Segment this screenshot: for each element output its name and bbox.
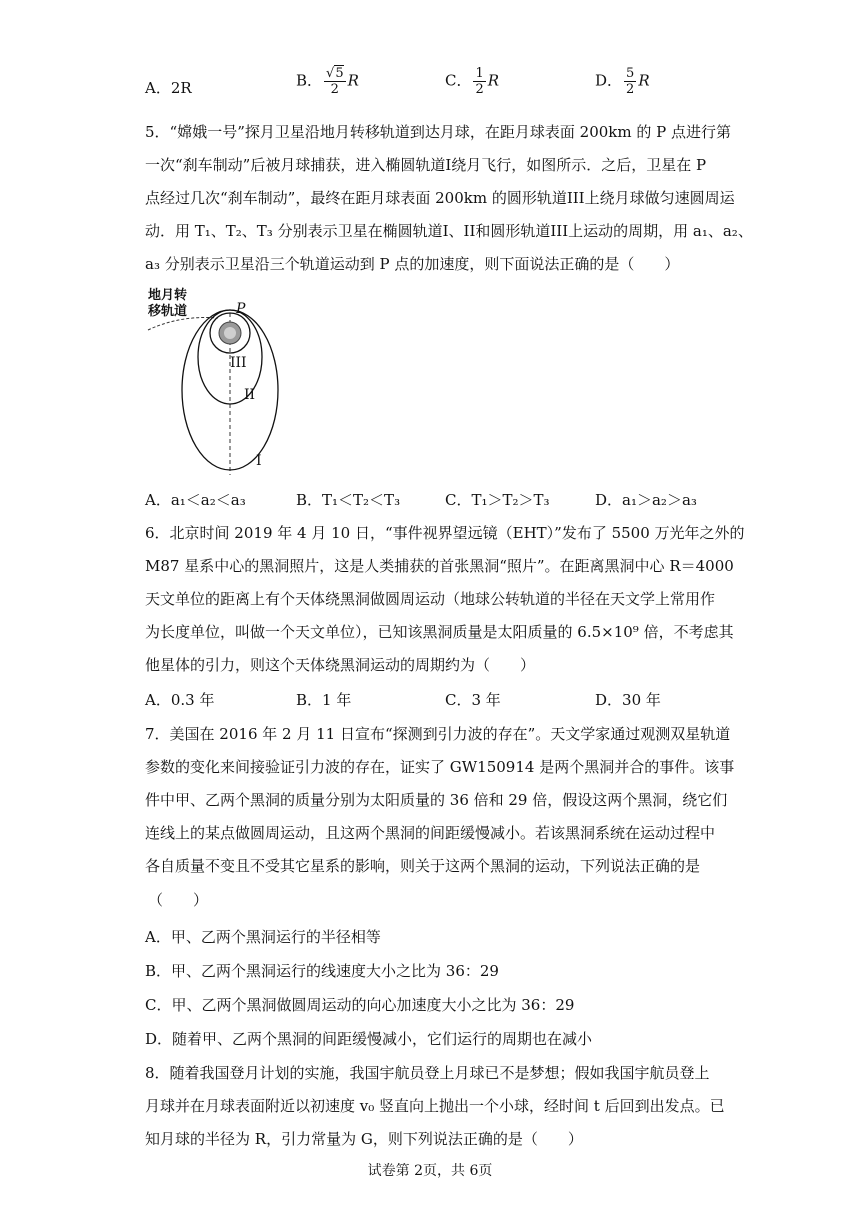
q5-option-b: B．T₁＜T₂＜T₃: [296, 491, 401, 509]
q4-option-b-den: 2: [330, 82, 339, 97]
q4-option-c-label: C．: [445, 71, 472, 90]
q4-option-c-fraction: [473, 66, 485, 97]
q5-line-3: 点经过几次“刹车制动”，最终在距月球表面 200km 的圆形轨道III上绕月球做匀速圆周运: [145, 189, 735, 207]
q6-line-5: 他星体的引力，则这个天体绕黑洞运动的周期约为（ ）: [145, 656, 536, 674]
page-footer: 试卷第 2页，共 6页: [367, 1163, 493, 1179]
q4-option-d: [595, 66, 650, 97]
q4-option-d-num: 5: [626, 66, 635, 81]
q7-option-d: D．随着甲、乙两个黑洞的间距缓慢减小，它们运行的周期也在减小: [145, 1030, 593, 1048]
q7-option-b: B．甲、乙两个黑洞运行的线速度大小之比为 36：29: [145, 962, 499, 980]
q5-option-c: C．T₁＞T₂＞T₃: [445, 491, 550, 509]
q7-line-5: 各自质量不变且不受其它星系的影响，则关于这两个黑洞的运动，下列说法正确的是: [145, 857, 701, 875]
q7-line-6: （ ）: [148, 891, 209, 909]
q4-option-d-fraction: [624, 66, 636, 97]
q6-line-3: 天文单位的距离上有个天体绕黑洞做圆周运动（地球公转轨道的半径在天文学上常用作: [145, 590, 716, 608]
q8-line-2: 月球并在月球表面附近以初速度 v₀ 竖直向上抛出一个小球，经时间 t 后回到出发点。已: [145, 1097, 725, 1115]
q4-option-c-den: 2: [475, 82, 484, 97]
orbit-diagram: [140, 285, 290, 475]
q4-option-b-tail: R: [347, 71, 359, 90]
label-orbit-iii: III: [230, 355, 247, 371]
q6-line-4: 为长度单位，叫做一个天文单位），已知该黑洞质量是太阳质量的 6.5×10⁹ 倍，不考虑其: [145, 623, 734, 641]
q7-option-a: A．甲、乙两个黑洞运行的半径相等: [145, 928, 381, 946]
label-point-p: P: [236, 301, 246, 317]
q4-option-b: [296, 66, 359, 97]
q4-option-c-num: 1: [475, 66, 484, 81]
q6-line-2: M87 星系中心的黑洞照片，这是人类捕获的首张黑洞“照片”。在距离黑洞中心 R＝4000: [145, 557, 734, 575]
q6-option-a: A．0.3 年: [145, 691, 215, 709]
label-orbit-i: I: [256, 453, 262, 469]
q5-line-4: 动．用 T₁、T₂、T₃ 分别表示卫星在椭圆轨道I、II和圆形轨道III上运动的周期，用 a₁、a₂、: [145, 222, 753, 240]
q7-line-3: 件中甲、乙两个黑洞的质量分别为太阳质量的 36 倍和 29 倍，假设这两个黑洞，绕它们: [145, 791, 728, 809]
q5-line-5: a₃ 分别表示卫星沿三个轨道运动到 P 点的加速度，则下面说法正确的是（ ）: [145, 255, 680, 273]
q4-option-d-label: D．: [595, 71, 623, 90]
q4-option-b-fraction: $\frac{√5}{2}$: [326, 66, 344, 97]
q4-option-d-tail: R: [638, 71, 650, 90]
q8-line-1: 8．随着我国登月计划的实施，我国宇航员登上月球已不是梦想；假如我国宇航员登上: [145, 1064, 710, 1082]
q5-line-2: 一次“刹车制动”后被月球捕获，进入椭圆轨道I绕月飞行，如图所示．之后，卫星在 P: [145, 156, 707, 174]
q6-option-d: D．30 年: [595, 691, 661, 709]
label-transfer-orbit-2: 移轨道: [148, 304, 188, 319]
q7-line-4: 连线上的某点做圆周运动，且这两个黑洞的间距缓慢减小。若该黑洞系统在运动过程中: [145, 824, 716, 842]
q7-line-1: 7．美国在 2016 年 2 月 11 日宣布“探测到引力波的存在”。天文学家通过观测双星轨道: [145, 725, 731, 743]
q8-line-3: 知月球的半径为 R，引力常量为 G，则下列说法正确的是（ ）: [145, 1130, 583, 1148]
q7-line-2: 参数的变化来间接验证引力波的存在，证实了 GW150914 是两个黑洞并合的事件。该事: [145, 758, 735, 776]
label-orbit-ii: II: [244, 387, 256, 403]
q4-option-c: [445, 66, 499, 97]
q4-option-b-root: 5: [335, 66, 344, 81]
label-transfer-orbit-1: 地月转: [148, 288, 188, 303]
q6-line-1: 6．北京时间 2019 年 4 月 10 日，“事件视界望远镜（EHT）”发布了 5500 万光年之外的: [145, 524, 745, 542]
q4-option-b-label: B．: [296, 71, 323, 90]
q5-line-1: 5．“嫦娥一号”探月卫星沿地月转移轨道到达月球，在距月球表面 200km 的 P 点进行第: [145, 123, 731, 141]
moon-highlight: [224, 327, 236, 339]
q5-option-a: A．a₁＜a₂＜a₃: [145, 491, 246, 509]
q5-option-d: D．a₁＞a₂＞a₃: [595, 491, 697, 509]
q7-option-c: C．甲、乙两个黑洞做圆周运动的向心加速度大小之比为 36：29: [145, 996, 575, 1014]
q4-option-d-den: 2: [626, 82, 635, 97]
q6-option-c: C．3 年: [445, 691, 501, 709]
q4-option-c-tail: R: [487, 71, 500, 90]
q6-option-b: B．1 年: [296, 691, 352, 709]
q4-option-a: A．2R: [145, 79, 192, 97]
